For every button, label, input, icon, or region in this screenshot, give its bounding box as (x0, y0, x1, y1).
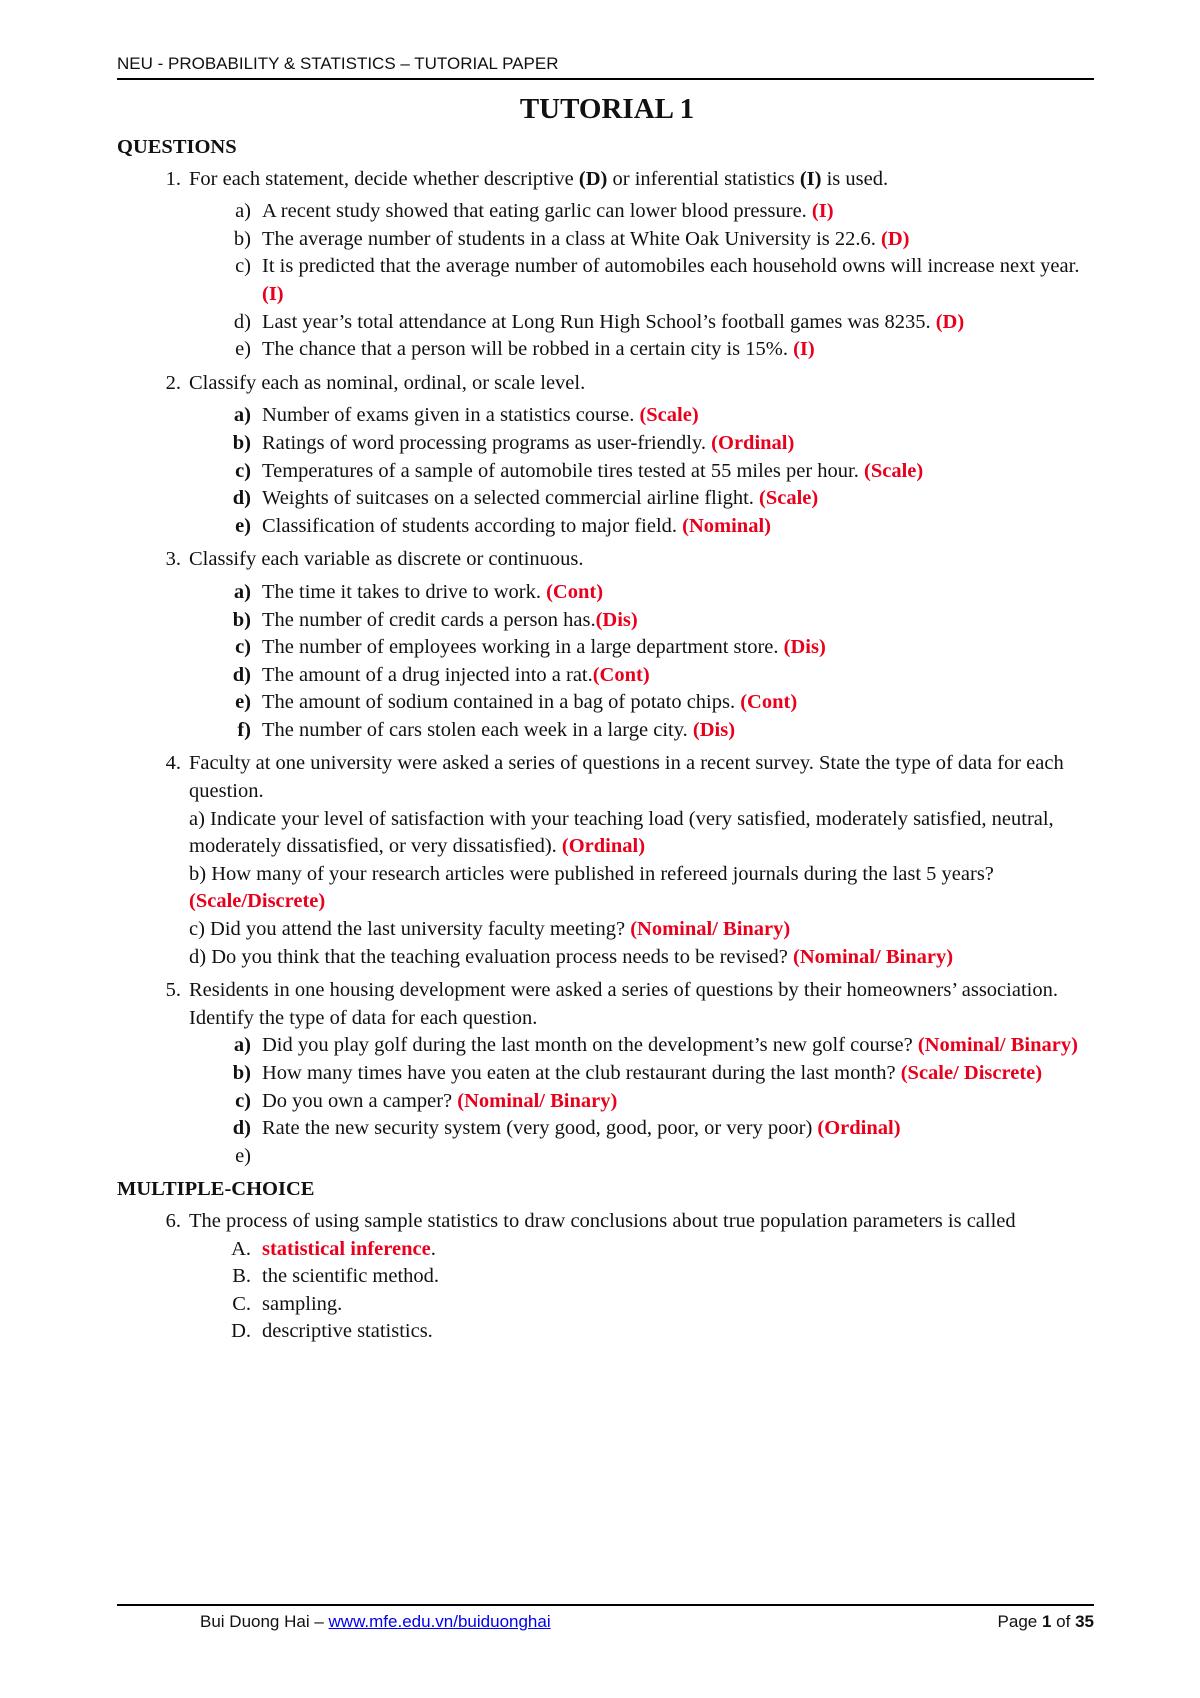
answer: (Scale) (759, 487, 819, 510)
page-header: NEU - PROBABILITY & STATISTICS – TUTORIAL PAPER (117, 54, 559, 73)
question-text: Classify each variable as discrete or continuous. (189, 548, 584, 571)
footer-author: Bui Duong Hai – (200, 1612, 329, 1631)
question-1-items (117, 198, 1097, 364)
footer-rule (117, 1604, 1094, 1606)
list-item: a) The time it takes to drive to work. (Cont) (233, 580, 604, 603)
list-item: a) Number of exams given in a statistics course. (Scale) (233, 404, 699, 427)
list-item: b) The average number of students in a class at White Oak University is 22.6. (D) (233, 227, 910, 250)
answer: (Ordinal) (711, 431, 795, 454)
question-number: 1. (165, 167, 181, 190)
list-item: e) The amount of sodium contained in a bag of potato chips. (Cont) (235, 691, 798, 714)
question-number: 2. (165, 371, 181, 394)
question-number: 5. (165, 979, 181, 1002)
list-item: a) Did you play golf during the last month on the development’s new golf course? (Nominal/ Binary) (233, 1034, 1078, 1057)
list-item: d) Last year’s total attendance at Long Run High School’s football games was 8235. (D) (233, 310, 965, 333)
list-item: e) The chance that a person will be robbed in a certain city is 15%. (I) (235, 338, 815, 361)
question-3 (117, 546, 1097, 574)
list-item: c) It is predicted that the average number of automobiles each household owns will increase next year.(I) (235, 255, 1080, 305)
list-item: c) Did you attend the last university faculty meeting? (Nominal/ Binary) (189, 918, 791, 941)
answer: (Ordinal) (817, 1117, 901, 1140)
list-item: e) (235, 1144, 251, 1167)
question-6 (117, 1208, 1097, 1236)
list-item: c) Do you own a camper? (Nominal/ Binary) (235, 1089, 618, 1112)
question-1 (117, 166, 1097, 194)
question-number: 6. (165, 1209, 181, 1232)
list-item: a) Indicate your level of satisfaction with your teaching load (very satisfied, moderately satisfied, neutral, moderately dissatisfied, or very dissatisfied). (Ordinal) (189, 807, 1054, 858)
answer: (Nominal/ Binary) (917, 1034, 1078, 1057)
page-number: Page 1 of 35 (997, 1612, 1094, 1631)
answer: (Dis) (692, 718, 736, 741)
question-4-items (117, 806, 1097, 972)
list-item: d) Rate the new security system (very good, good, poor, or very poor) (Ordinal) (232, 1117, 901, 1140)
answer: (Scale) (864, 459, 924, 482)
list-item: d) Weights of suitcases on a selected commercial airline flight. (Scale) (232, 487, 819, 510)
list-item: a) A recent study showed that eating garlic can lower blood pressure. (I) (235, 200, 834, 223)
list-item: c) Temperatures of a sample of automobile tires tested at 55 miles per hour. (Scale) (235, 459, 924, 482)
question-text: The process of using sample statistics to draw conclusions about true population parameters is called (189, 1209, 1016, 1232)
question-2 (117, 370, 1097, 398)
question-4 (117, 750, 1097, 805)
answer: (D) (881, 227, 910, 250)
header-rule (117, 78, 1094, 80)
section-multiple-choice: MULTIPLE-CHOICE (117, 1178, 315, 1201)
option-d: D. descriptive statistics. (231, 1320, 433, 1343)
question-text: Classify each as nominal, ordinal, or scale level. (189, 371, 586, 394)
list-item: d) Do you think that the teaching evaluation process needs to be revised? (Nominal/ Binary) (189, 945, 954, 968)
answer: (Nominal/ Binary) (793, 945, 954, 968)
question-5 (117, 977, 1097, 1032)
page-title: TUTORIAL 1 (519, 93, 695, 125)
list-item: e) Classification of students according to major field. (Nominal) (235, 514, 771, 537)
question-number: 4. (165, 752, 181, 775)
list-item: b) How many times have you eaten at the club restaurant during the last month? (Scale/ Discrete) (232, 1062, 1043, 1084)
author-website-link[interactable]: www.mfe.edu.vn/buiduonghai (328, 1612, 551, 1631)
option-b: B. the scientific method. (232, 1265, 440, 1288)
list-item: b) Ratings of word processing programs as user-friendly. (Ordinal) (232, 431, 795, 454)
section-questions: QUESTIONS (117, 136, 237, 158)
answer: (Nominal) (682, 514, 771, 537)
question-3-items (117, 579, 1097, 745)
correct-answer: statistical inference (262, 1237, 431, 1260)
answer: (Nominal/ Binary) (630, 918, 791, 941)
answer: (I) (811, 200, 834, 223)
option-a: A. statistical inference. (231, 1237, 436, 1260)
list-item: f) The number of cars stolen each week in a large city. (Dis) (237, 718, 736, 741)
answer: (Cont) (546, 580, 604, 603)
list-item: b) How many of your research articles were published in refereed journals during the last 5 years? (Scale/Discrete) (189, 862, 994, 913)
answer: (Scale) (639, 404, 699, 427)
answer: (D) (935, 310, 965, 333)
question-text: Residents in one housing development were asked a series of questions by their homeowners’ association. Identify the type of data for each question. (189, 979, 1058, 1029)
question-number: 3. (165, 548, 181, 571)
answer: (Nominal/ Binary) (457, 1089, 618, 1112)
answer: (Dis) (595, 608, 638, 631)
question-2-items (117, 402, 1097, 540)
answer: (Cont) (592, 663, 650, 686)
answer: (Scale/ Discrete) (900, 1062, 1043, 1084)
list-item: d) The amount of a drug injected into a rat.(Cont) (232, 663, 650, 686)
list-item: b) The number of credit cards a person has.(Dis) (232, 608, 638, 631)
question-text: Faculty at one university were asked a series of questions in a recent survey. State the type of data for each question. (189, 752, 1064, 803)
option-c: C. sampling. (232, 1292, 343, 1315)
question-6-options (117, 1236, 1097, 1346)
question-5-items (117, 1032, 1097, 1170)
list-item: c) The number of employees working in a large department store. (Dis) (235, 636, 826, 659)
answer: (I) (793, 338, 815, 361)
answer: (Scale/Discrete) (189, 890, 326, 913)
answer: (I) (262, 282, 284, 305)
page-content (117, 90, 1097, 1352)
answer: (Cont) (740, 691, 798, 714)
answer: (Ordinal) (561, 835, 646, 858)
answer: (Dis) (783, 636, 826, 659)
question-text: For each statement, decide whether descriptive (D) or inferential statistics (I) is used. (189, 167, 889, 190)
